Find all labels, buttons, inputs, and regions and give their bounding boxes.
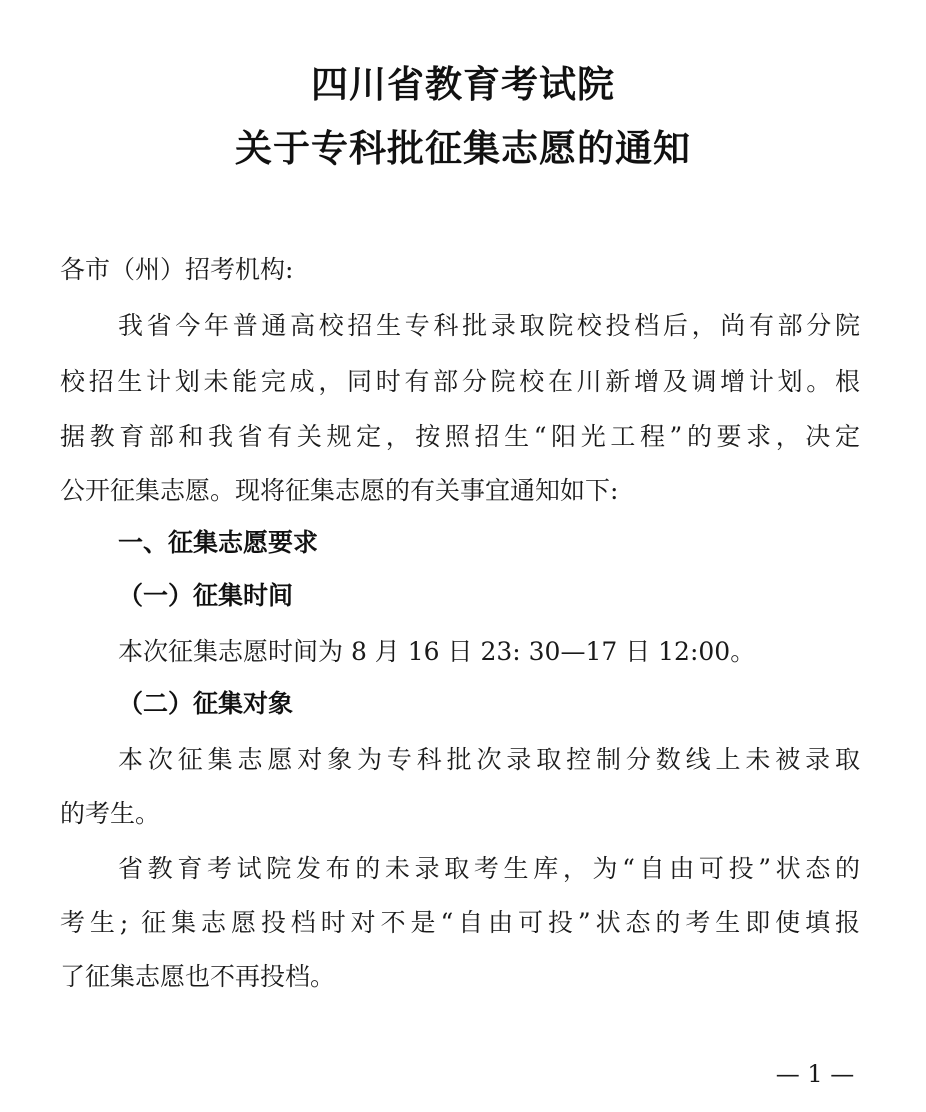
target-line-2: 的考生。	[60, 799, 161, 828]
document-title-line-1: 四川省教育考试院	[311, 63, 615, 106]
target-line-1: 本次征集志愿对象为专科批次录取控制分数线上未被录取	[118, 745, 860, 774]
status-line-2: 考生; 征集志愿投档时对不是“自由可投”状态的考生即使填报	[60, 908, 860, 937]
intro-line-3: 据教育部和我省有关规定，按照招生“阳光工程”的要求，决定	[60, 422, 860, 451]
document-title-line-2: 关于专科批征集志愿的通知	[235, 127, 691, 170]
status-line-1: 省教育考试院发布的未录取考生库，为“自由可投”状态的	[118, 854, 860, 883]
page-number: — 1 —	[775, 1060, 855, 1088]
salutation: 各市（州）招考机构:	[60, 255, 294, 284]
subsection-heading-target: （二）征集对象	[118, 689, 294, 718]
intro-line-4: 公开征集志愿。现将征集志愿的有关事宜通知如下:	[60, 476, 619, 505]
intro-line-2: 校招生计划未能完成，同时有部分院校在川新增及调增计划。根	[60, 367, 860, 396]
status-line-3: 了征集志愿也不再投档。	[60, 962, 336, 991]
subsection-heading-time: （一）征集时间	[118, 581, 294, 610]
section-heading-requirements: 一、征集志愿要求	[118, 528, 319, 557]
collection-time-text: 本次征集志愿时间为 8 月 16 日 23: 30—17 日 12:00。	[118, 637, 756, 666]
intro-line-1: 我省今年普通高校招生专科批录取院校投档后，尚有部分院	[118, 311, 860, 340]
